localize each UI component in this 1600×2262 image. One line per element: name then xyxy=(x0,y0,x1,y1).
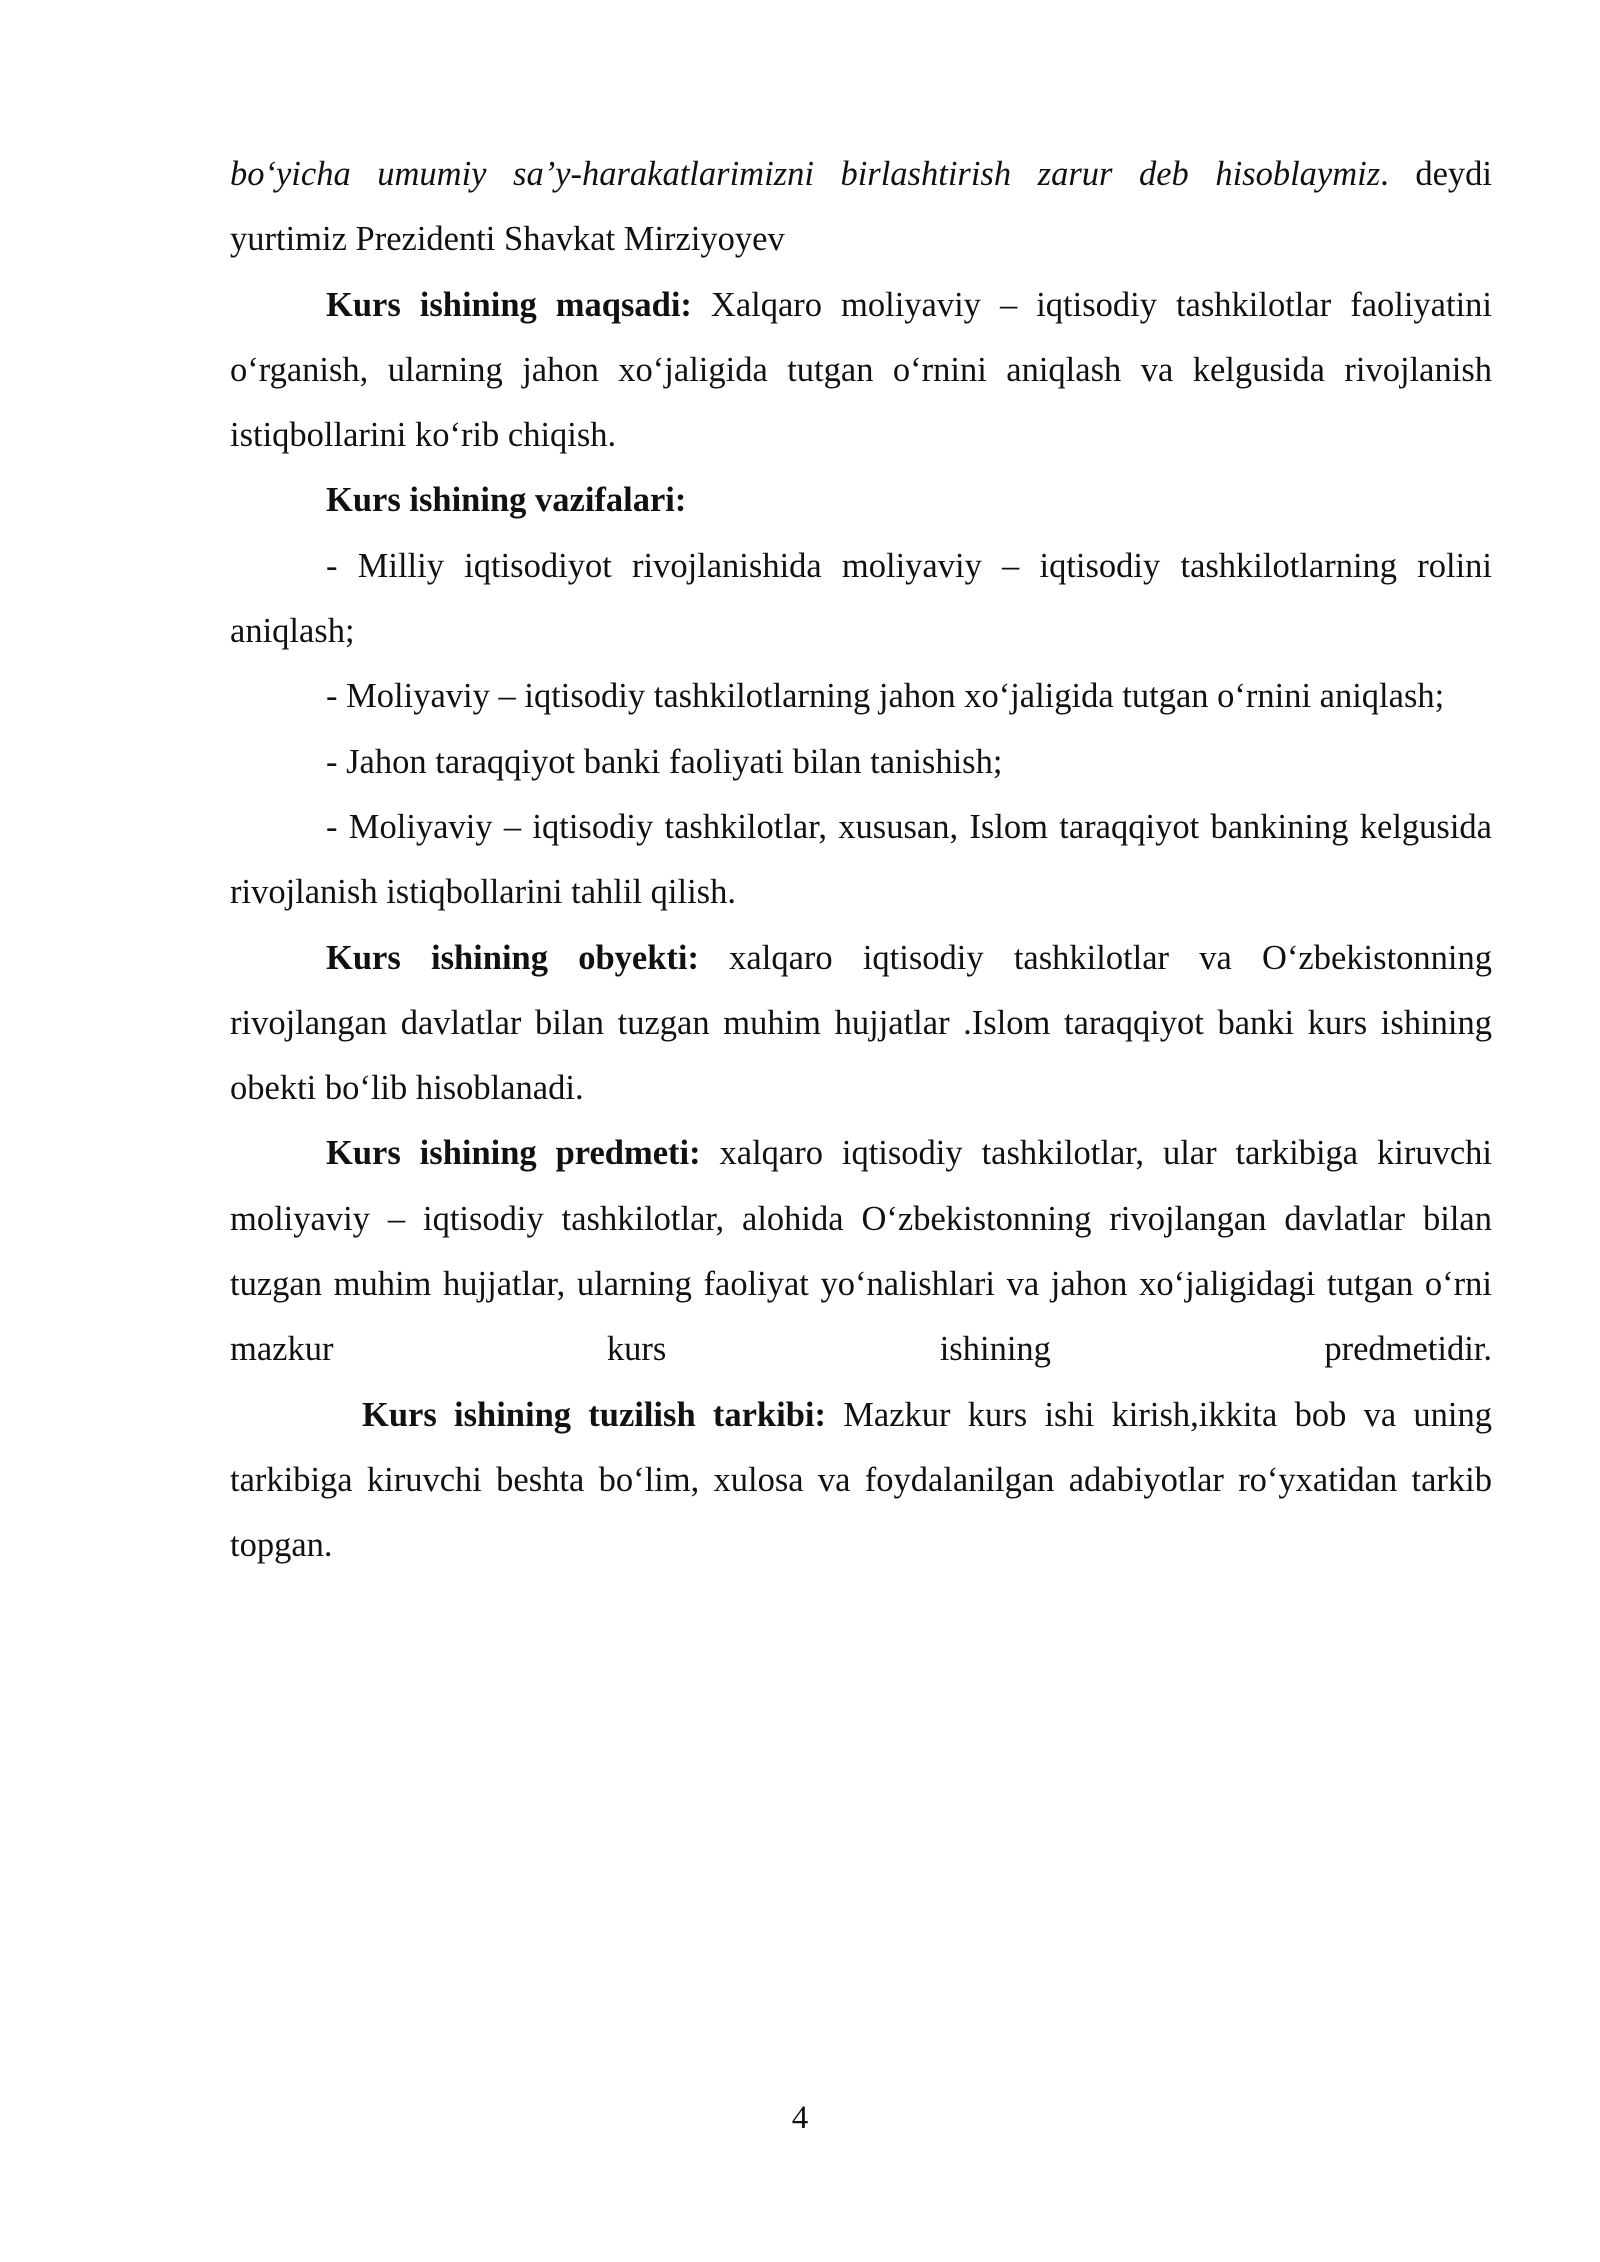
subject-paragraph xyxy=(230,1121,1492,1382)
tasks-heading xyxy=(230,468,1492,533)
task-item: - Moliyaviy – iqtisodiy tashkilotlar, xususan, Islom taraqqiyot bankining kelgusida rivojlanish istiqbollarini tahlil qilish. xyxy=(230,807,1492,912)
page-body xyxy=(230,142,1492,1579)
quote-text: bo‘yicha umumiy sa’y-harakatlarimizni birlashtirish zarur deb hisoblaymiz xyxy=(230,155,1381,193)
structure-paragraph xyxy=(230,1383,1492,1579)
object-text: xalqaro iqtisodiy tashkilotlar va O‘zbekistonning rivojlangan davlatlar bilan tuzgan muhim hujjatlar .Islom taraqqiyot banki kurs ishining obekti bo‘lib hisoblanadi. xyxy=(230,938,1492,1108)
subject-text: xalqaro iqtisodiy tashkilotlar, ular tarkibiga kiruvchi moliyaviy – iqtisodiy tashkilotlar, alohida O‘zbekistonning rivojlangan davlatlar bilan tuzgan muhim hujjatlar, ularning faoliyat yo‘nalishlari va jahon xo‘jaligidagi tutgan o‘rni mazkur kurs ishining predmetidir. xyxy=(230,1134,1493,1369)
task-item: - Moliyaviy – iqtisodiy tashkilotlarning jahon xo‘jaligida tutgan o‘rnini aniqlash; xyxy=(326,677,1445,716)
purpose-label: Kurs ishining maqsadi: xyxy=(326,285,692,324)
purpose-paragraph xyxy=(230,273,1492,469)
purpose-text: Xalqaro moliyaviy – iqtisodiy tashkilotlar faoliyatini o‘rganish, ularning jahon xo‘jaligida tutgan o‘rnini aniqlash va kelgusida rivojlanish istiqbollarini ko‘rib chiqish. xyxy=(230,285,1492,455)
task-item: - Jahon taraqqiyot banki faoliyati bilan tanishish; xyxy=(326,742,1003,781)
object-label: Kurs ishining obyekti: xyxy=(326,938,699,977)
quote-attribution: . deydi yurtimiz Prezidenti Shavkat Mirziyoyev xyxy=(230,155,1492,259)
object-paragraph xyxy=(230,926,1492,1122)
structure-label: Kurs ishining tuzilish tarkibi: xyxy=(362,1395,826,1434)
task-item: - Milliy iqtisodiyot rivojlanishida moliyaviy – iqtisodiy tashkilotlarning rolini aniqlash; xyxy=(230,546,1492,651)
subject-label: Kurs ishining predmeti: xyxy=(326,1134,701,1173)
quote-paragraph xyxy=(230,142,1492,273)
tasks-label: Kurs ishining vazifalari: xyxy=(326,481,687,520)
structure-text: Mazkur kurs ishi kirish,ikkita bob va uning tarkibiga kiruvchi beshta bo‘lim, xulosa va foydalanilgan adabiyotlar ro‘yxatidan tarkib topgan. xyxy=(230,1395,1492,1565)
page-number: 4 xyxy=(791,2100,809,2136)
